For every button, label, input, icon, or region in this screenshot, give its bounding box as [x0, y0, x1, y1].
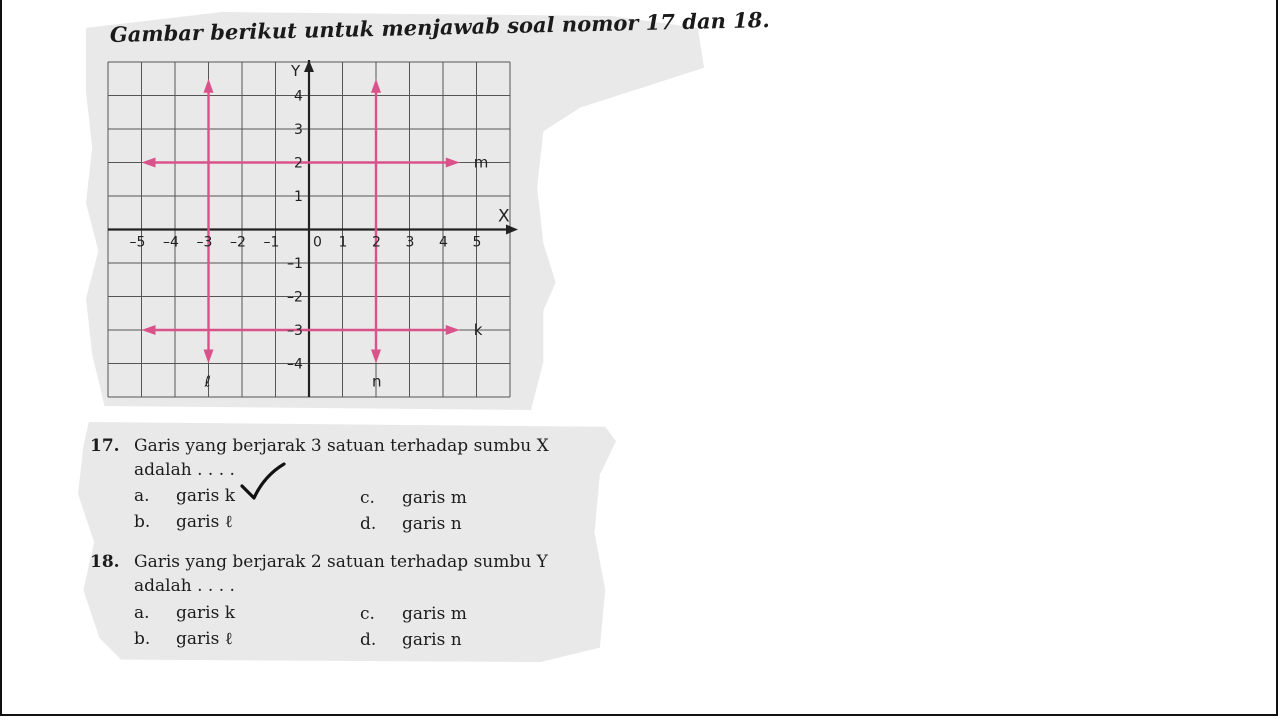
- option-letter: c.: [360, 488, 375, 508]
- page-title: Gambar berikut untuk menjawab soal nomor 17 dan 18.: [109, 7, 770, 47]
- question-18-option-b[interactable]: [134, 629, 233, 649]
- option-text: garis m: [402, 604, 467, 624]
- question-18-option-d[interactable]: [360, 630, 462, 650]
- line-arrow-down-icon: [371, 350, 381, 364]
- question-18-option-a[interactable]: [134, 603, 235, 623]
- y-tick-label: 2: [294, 155, 303, 172]
- option-letter: a.: [134, 486, 150, 506]
- line-arrow-down-icon: [204, 350, 214, 364]
- line-arrow-right-icon: [446, 325, 460, 335]
- option-text: garis ℓ: [176, 512, 233, 532]
- question-17-option-a[interactable]: [134, 486, 235, 506]
- option-letter: d.: [360, 514, 377, 534]
- line-arrow-up-icon: [204, 79, 214, 93]
- line-arrow-left-icon: [142, 158, 156, 168]
- x-tick-label: –1: [263, 234, 280, 251]
- option-letter: b.: [134, 629, 151, 649]
- question-17-option-d[interactable]: [360, 514, 462, 534]
- graph-axes: [108, 60, 518, 397]
- option-letter: a.: [134, 603, 150, 623]
- x-tick-label: –3: [196, 234, 213, 251]
- option-text: garis k: [176, 486, 236, 506]
- line-arrow-right-icon: [446, 158, 460, 168]
- option-text: garis n: [402, 514, 462, 534]
- x-tick-label: 5: [472, 234, 482, 251]
- x-tick-label: –2: [230, 234, 246, 251]
- x-tick-label: –4: [163, 234, 179, 251]
- y-tick-label: –3: [287, 323, 303, 339]
- question-17-stem-line2: adalah . . . .: [134, 460, 235, 480]
- question-17-option-b[interactable]: [134, 512, 233, 532]
- question-18: [90, 552, 120, 572]
- y-tick-label: 1: [294, 189, 303, 205]
- y-axis-label: Y: [291, 62, 301, 80]
- option-text: garis k: [176, 603, 236, 623]
- y-tick-label: –4: [287, 356, 303, 373]
- question-17-option-c[interactable]: [360, 488, 467, 508]
- y-tick-label: –1: [287, 256, 303, 272]
- x-axis-label: X: [498, 206, 510, 227]
- option-letter: b.: [134, 512, 151, 532]
- y-tick-label: 3: [294, 122, 303, 138]
- option-letter: c.: [360, 604, 375, 624]
- question-number: 18.: [90, 552, 120, 572]
- y-tick-label: –2: [287, 289, 303, 306]
- question-18-option-c[interactable]: [360, 604, 467, 624]
- line-label: k: [473, 321, 483, 339]
- paper-cutout-bottom: [78, 422, 616, 662]
- x-tick-label: 4: [439, 234, 448, 251]
- x-tick-label: 3: [405, 234, 415, 251]
- graph-labels: [130, 62, 511, 373]
- line-label: n: [372, 372, 382, 391]
- line-label: ℓ: [204, 372, 211, 391]
- option-letter: d.: [360, 630, 377, 650]
- x-tick-label: –5: [129, 234, 146, 251]
- option-text: garis n: [402, 630, 462, 650]
- x-tick-label: 1: [338, 234, 348, 251]
- option-text: garis m: [402, 488, 467, 508]
- line-arrow-left-icon: [142, 325, 156, 335]
- question-18-stem-line1: Garis yang berjarak 2 satuan terhadap sumbu Y: [134, 552, 548, 572]
- line-arrow-up-icon: [371, 79, 381, 93]
- question-17: [90, 436, 120, 456]
- checkmark-icon: [238, 462, 288, 502]
- option-text: garis ℓ: [176, 629, 233, 649]
- question-18-stem-line2: adalah . . . .: [134, 576, 235, 596]
- x-tick-label: 2: [372, 234, 381, 251]
- question-number: 17.: [90, 436, 120, 456]
- coordinate-graph: [96, 58, 526, 403]
- question-17-stem-line1: Garis yang berjarak 3 satuan terhadap sumbu X: [134, 436, 549, 456]
- y-tick-label: 4: [294, 88, 303, 105]
- line-label: m: [473, 153, 489, 172]
- x-tick-label: 0: [313, 234, 322, 251]
